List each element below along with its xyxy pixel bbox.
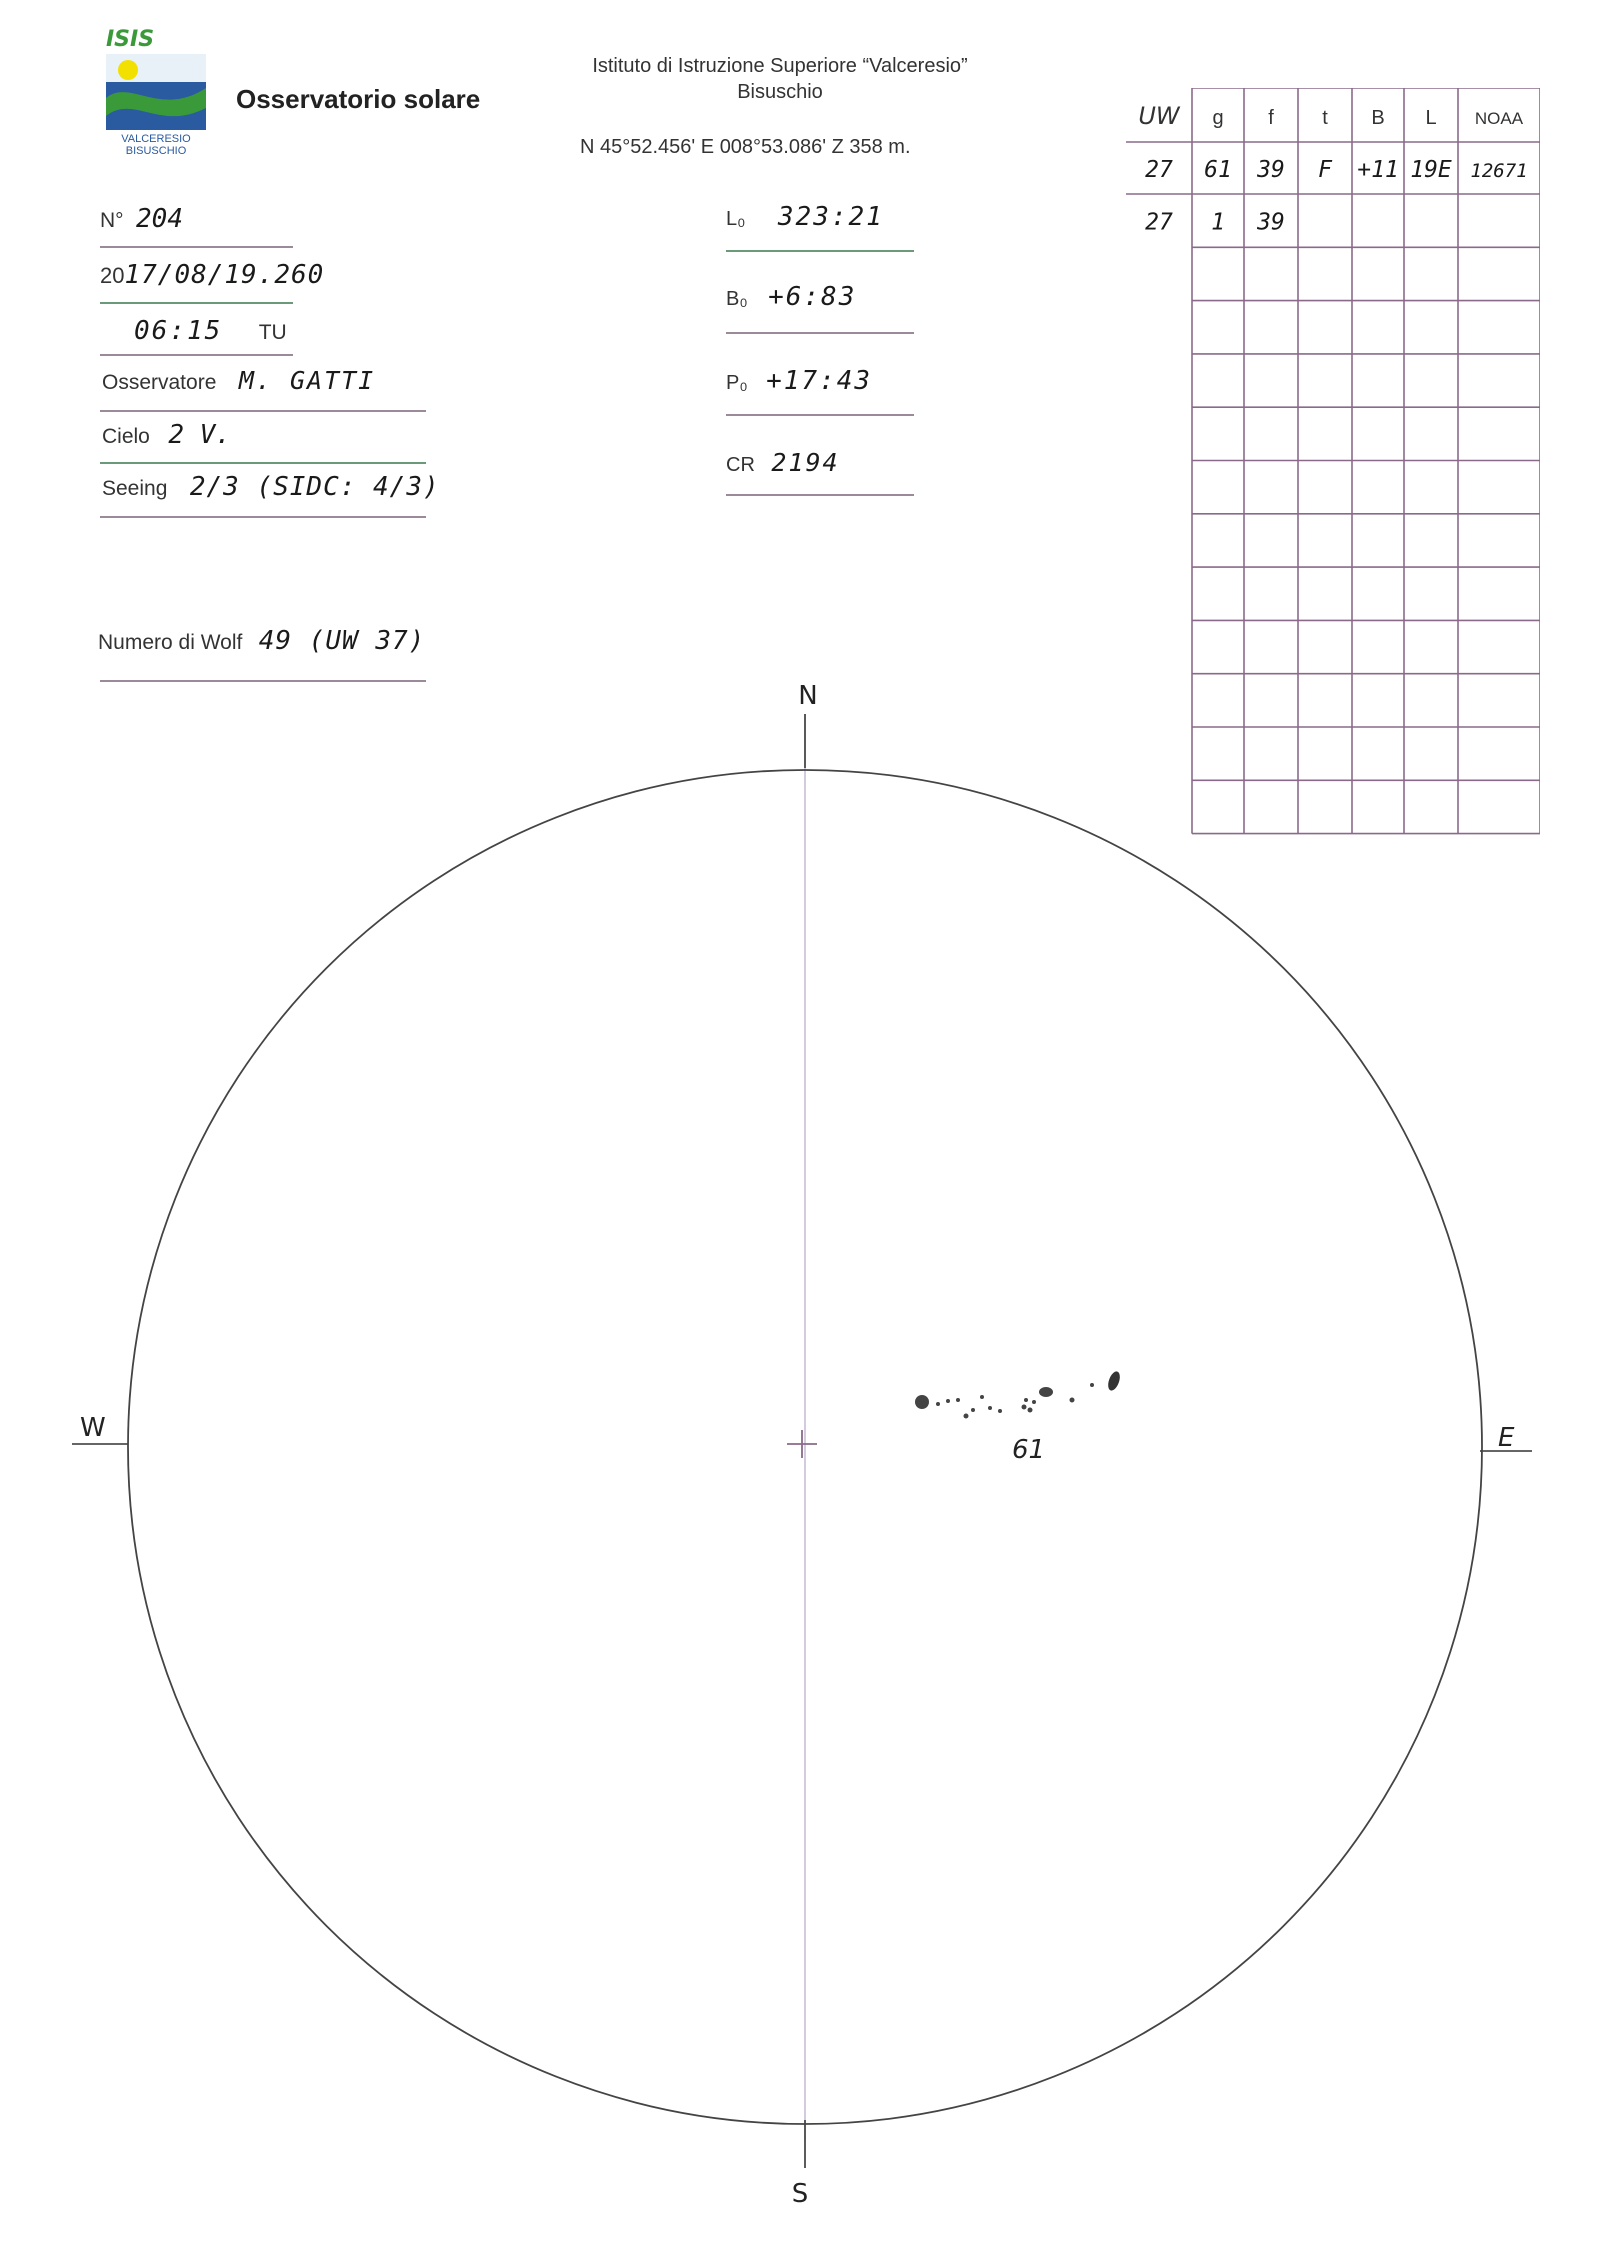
north-label: N: [798, 681, 818, 711]
l0-label: L₀: [726, 208, 746, 230]
observer-underline: [100, 410, 426, 412]
date-field: [100, 260, 324, 290]
date-printed: 20: [100, 263, 125, 288]
sunspot: [1090, 1383, 1094, 1387]
sunspot: [1024, 1398, 1028, 1402]
cr-label: CR: [726, 454, 755, 476]
table-cell: 19E: [1410, 157, 1452, 183]
east-label: E: [1498, 1423, 1515, 1453]
sunspot-leader: [915, 1395, 929, 1409]
sunspot: [1022, 1405, 1027, 1410]
table-cell: 12671: [1470, 160, 1528, 182]
table-header-uw: UW: [1138, 102, 1180, 130]
observatory-coordinates: N 45°52.456' E 008°53.086' Z 358 m.: [580, 136, 911, 158]
table-header-f: f: [1268, 107, 1274, 129]
date-underline: [100, 302, 293, 304]
p0-value: +17:43: [766, 366, 873, 396]
seeing-value: 2/3 (SIDC: 4/3): [189, 472, 440, 502]
table-cell: 1: [1211, 209, 1225, 236]
school-name-line2: Bisuschio: [737, 81, 823, 103]
sunspot: [1032, 1400, 1036, 1404]
sunspot: [998, 1409, 1002, 1413]
sunspot: [936, 1402, 940, 1406]
table-cell: 27: [1145, 209, 1173, 236]
logo-sub1: VALCERESIO: [121, 133, 191, 145]
b0-underline: [726, 332, 914, 334]
wolf-field: [98, 626, 425, 656]
seeing-field: [102, 472, 440, 502]
cr-field: [726, 448, 840, 477]
date-value: 17/08/19.260: [124, 260, 325, 290]
group-label-61: 61: [1012, 1435, 1046, 1465]
logo-sub2: BISUSCHIO: [125, 145, 187, 157]
sunspot: [971, 1408, 975, 1412]
seeing-label: Seeing: [102, 477, 168, 500]
table-cell: 39: [1257, 209, 1285, 236]
number-underline: [100, 246, 293, 248]
sunspot-follower: [1106, 1370, 1122, 1392]
l0-field: [726, 202, 884, 232]
sky-value: 2 V.: [168, 420, 231, 450]
cr-underline: [726, 494, 914, 496]
observer-field: [102, 366, 375, 395]
table-header-noaa: NOAA: [1474, 109, 1524, 128]
table-cell: F: [1318, 157, 1332, 183]
cr-value: 2194: [771, 448, 840, 477]
p0-label: P₀: [726, 372, 748, 394]
logo-wordmark: ISIS: [106, 28, 155, 52]
time-underline: [100, 354, 293, 356]
table-cell: 61: [1204, 157, 1232, 183]
sky-label: Cielo: [102, 425, 150, 448]
sunspot: [988, 1406, 992, 1410]
table-header-g: g: [1212, 107, 1224, 129]
b0-field: [726, 282, 856, 312]
p0-underline: [726, 414, 914, 416]
table-header-t: t: [1322, 107, 1328, 129]
b0-label: B₀: [726, 288, 748, 310]
table-cell: 27: [1145, 157, 1173, 183]
seeing-underline: [100, 516, 426, 518]
sunspot: [946, 1399, 950, 1403]
sunspot: [1070, 1398, 1075, 1403]
sunspot: [956, 1398, 960, 1402]
number-field: [100, 204, 183, 234]
sunspot-group-61: [915, 1370, 1122, 1419]
table-header-b: B: [1371, 107, 1385, 129]
p0-field: [726, 366, 872, 396]
time-value: 06:15: [134, 316, 223, 346]
sky-field: [102, 420, 231, 450]
wolf-label: Numero di Wolf: [98, 631, 243, 654]
number-value: 204: [136, 204, 183, 234]
time-field: [134, 316, 287, 346]
sunspot: [964, 1414, 969, 1419]
observatory-title: Osservatorio solare: [236, 84, 481, 114]
wolf-value: 49 (UW 37): [258, 626, 426, 656]
school-name-line1: Istituto di Istruzione Superiore “Valceresio”: [592, 55, 968, 77]
l0-value: 323:21: [777, 202, 884, 232]
observer-value: M. GATTI: [238, 366, 376, 395]
west-label: W: [80, 1413, 106, 1443]
sky-underline: [100, 462, 426, 464]
solar-disk-drawing: [0, 660, 1600, 2263]
table-cell: +11: [1357, 157, 1399, 183]
sunspot: [1039, 1387, 1053, 1397]
sunspot: [1028, 1408, 1033, 1413]
table-cell: 39: [1257, 157, 1285, 183]
number-label: N°: [100, 209, 124, 232]
observer-label: Osservatore: [102, 371, 217, 394]
sunspot: [980, 1395, 984, 1399]
school-name: [560, 53, 1000, 105]
l0-underline: [726, 250, 914, 252]
table-header-l: L: [1425, 107, 1437, 129]
south-label: S: [791, 2179, 809, 2209]
time-unit: TU: [258, 321, 287, 344]
institute-logo: [100, 28, 212, 160]
b0-value: +6:83: [768, 282, 857, 312]
